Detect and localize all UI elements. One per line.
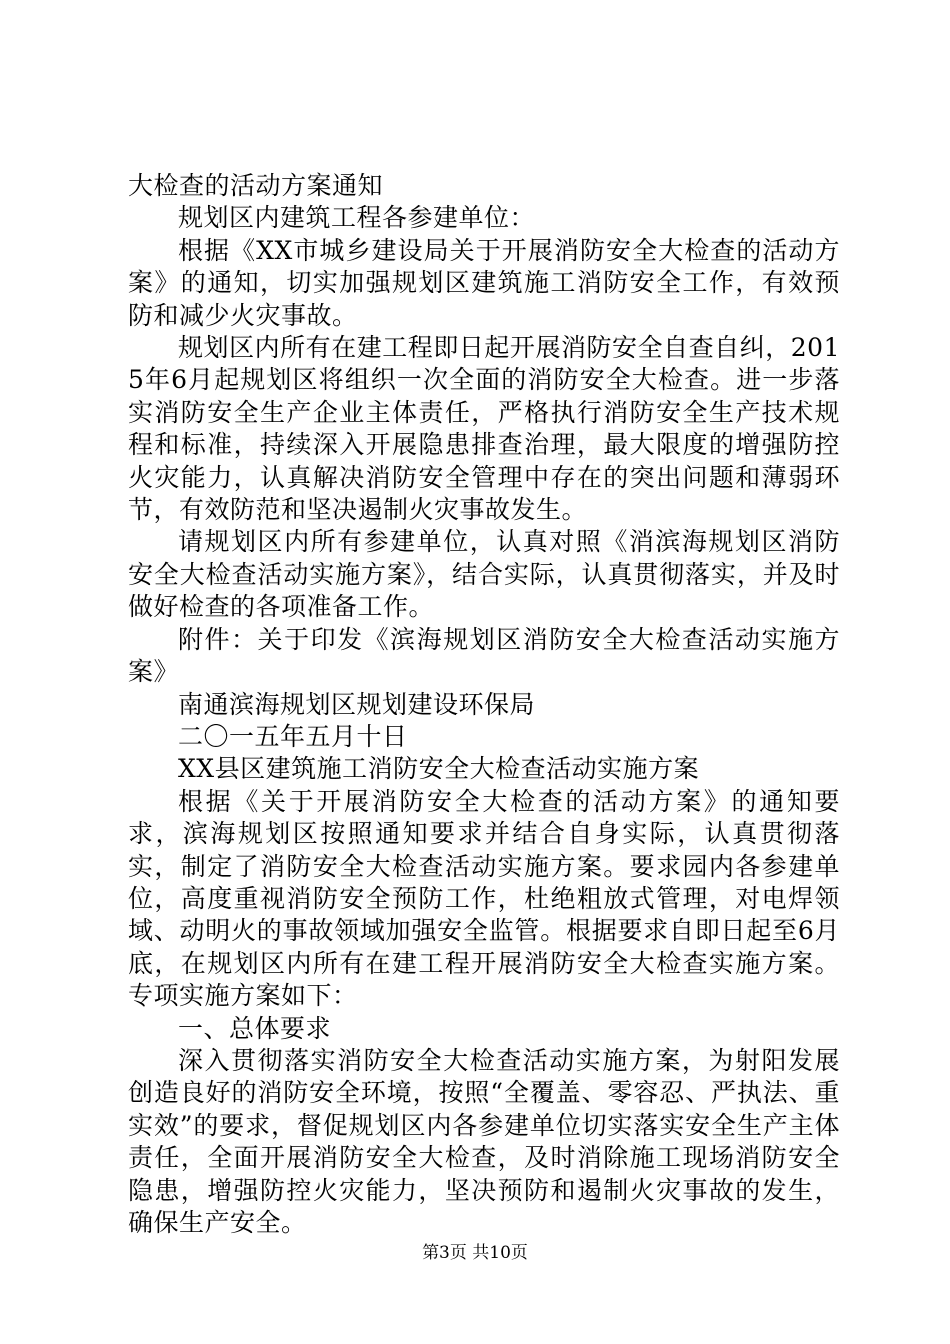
paragraph-request: 请规划区内所有参建单位，认真对照《消滨海规划区消防安全大检查活动实施方案》，结合实际，认真贯彻落实，并及时做好检查的各项准备工作。 — [128, 527, 840, 622]
paragraph-attachment: 附件：关于印发《滨海规划区消防安全大检查活动实施方案》 — [128, 624, 840, 687]
paragraph-plan-basis: 根据《关于开展消防安全大检查的活动方案》的通知要求，滨海规划区按照通知要求并结合自身实际，认真贯彻落实，制定了消防安全大检查活动实施方案。要求园内各参建单位，高度重视消防安全预防工作，杜绝粗放式管理，对电焊领域、动明火的事故领域加强安全监管。根据要求自即日起至6月底，在规划区内所有在建工程开展消防安全大检查实施方案。专项实施方案如下： — [128, 786, 840, 1011]
document-body — [128, 170, 840, 1239]
paragraph-plan-title: XX县区建筑施工消防安全大检查活动实施方案 — [178, 754, 700, 784]
paragraph-issuer: 南通滨海规划区规划建设环保局 — [178, 689, 536, 719]
paragraph-basis: 根据《XX市城乡建设局关于开展消防安全大检查的活动方案》的通知，切实加强规划区建筑施工消防安全工作，有效预防和减少火灾事故。 — [128, 235, 840, 330]
paragraph-overall-requirements: 深入贯彻落实消防安全大检查活动实施方案，为射阳发展创造良好的消防安全环境，按照“全覆盖、零容忍、严执法、重实效”的要求，督促规划区内各参建单位切实落实安全生产主体责任，全面开展消防安全大检查，及时消除施工现场消防安全隐患，增强防控火灾能力，坚决预防和遏制火灾事故的发生，确保生产安全。 — [128, 1045, 840, 1237]
paragraph-addressee: 规划区内建筑工程各参建单位： — [178, 203, 536, 233]
paragraph-self-inspection: 规划区内所有在建工程即日起开展消防安全自查自纠，2015年6月起规划区将组织一次全面的消防安全大检查。进一步落实消防安全生产企业主体责任，严格执行消防安全生产技术规程和标准，持续深入开展隐患排查治理，最大限度的增强防控火灾能力，认真解决消防安全管理中存在的突出问题和薄弱环节，有效防范和坚决遏制火灾事故发生。 — [128, 333, 840, 525]
paragraph-title-continued: 大检查的活动方案通知 — [128, 171, 384, 200]
section-heading-overall-requirements: 一、总体要求 — [178, 1013, 332, 1043]
paragraph-date: 二〇一五年五月十日 — [178, 721, 408, 751]
page-footer: 第3页 共10页 — [422, 1243, 528, 1263]
